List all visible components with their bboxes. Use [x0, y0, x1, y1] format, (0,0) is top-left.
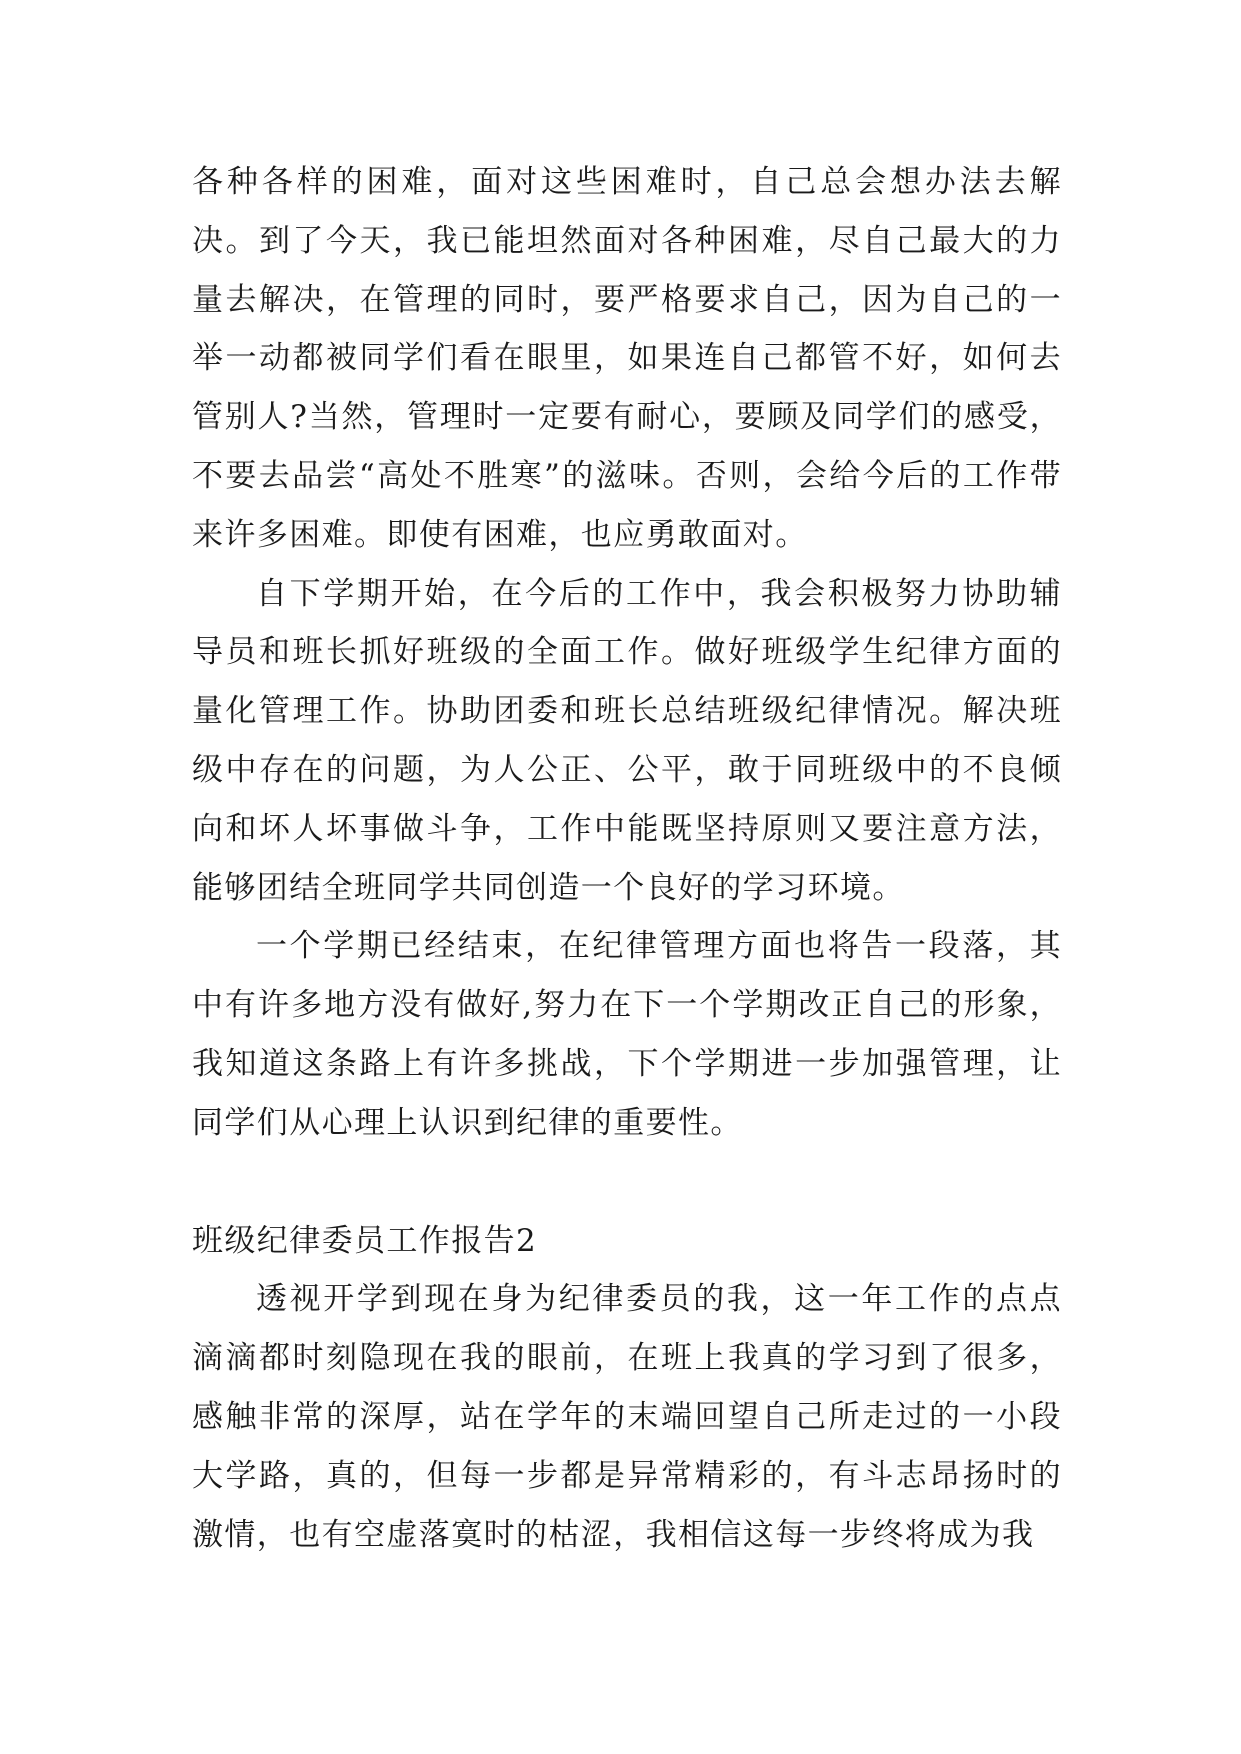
paragraph-semester-end: 一个学期已经结束，在纪律管理方面也将告一段落，其中有许多地方没有做好,努力在下一个学期改正自己的形象，我知道这条路上有许多挑战，下个学期进一步加强管理，让同学们从心理上认识到纪律的重要性。: [192, 928, 1062, 1141]
paragraph-report-2-intro: 透视开学到现在身为纪律委员的我，这一年工作的点点滴滴都时刻隐现在我的眼前，在班上我真的学习到了很多，感触非常的深厚，站在学年的末端回望自己所走过的一小段大学路，真的，但每一步都是异常精彩的，有斗志昂扬时的激情，也有空虚落寞时的枯涩，我相信这每一步终将成为我: [192, 1281, 1062, 1553]
paragraph-next-semester-plan: 自下学期开始，在今后的工作中，我会积极努力协助辅导员和班长抓好班级的全面工作。做好班级学生纪律方面的量化管理工作。协助团委和班长总结班级纪律情况。解决班级中存在的问题，为人公正、公平，敢于同班级中的不良倾向和坏人坏事做斗争，工作中能既坚持原则又要注意方法，能够团结全班同学共同创造一个良好的学习环境。: [192, 575, 1062, 906]
document-body: [192, 153, 1062, 1564]
section-heading: 班级纪律委员工作报告2: [192, 1222, 538, 1259]
paragraph-continuation: 各种各样的困难，面对这些困难时，自己总会想办法去解决。到了今天，我已能坦然面对各种困难，尽自己最大的力量去解决，在管理的同时，要严格要求自己，因为自己的一举一动都被同学们看在眼里，如果连自己都管不好，如何去管别人?当然，管理时一定要有耐心，要顾及同学们的感受，不要去品尝“高处不胜寒”的滋味。否则，会给今后的工作带来许多困难。即使有困难，也应勇敢面对。: [192, 164, 1062, 553]
